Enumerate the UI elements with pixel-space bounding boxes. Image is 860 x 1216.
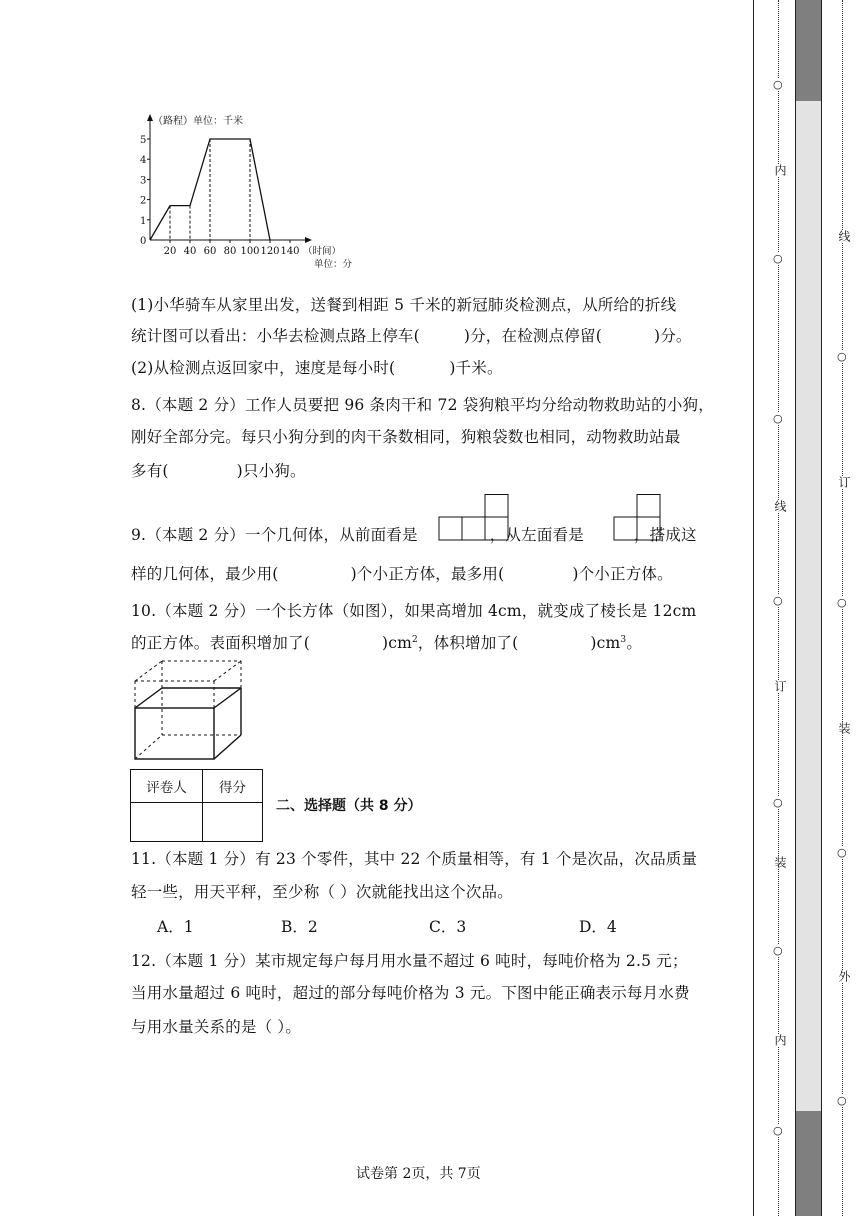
- inner-label-zhuang: 装: [773, 856, 787, 868]
- q11-option-d[interactable]: D．4: [579, 918, 617, 936]
- score-table-header-score: 得分: [203, 770, 263, 803]
- inner-circle-2: ○: [773, 252, 783, 265]
- binding-border-left: [753, 0, 754, 1216]
- q7-part1-line2: 统计图可以看出：小华去检测点路上停车( )分，在检测点停留( )分。: [131, 327, 692, 345]
- x-axis-unit: 单位：分: [313, 259, 353, 270]
- binding-band: [795, 101, 821, 1111]
- q11-options: [157, 915, 637, 937]
- binding-band-border-left: [795, 0, 796, 1216]
- x-axis-label: （时间）: [302, 246, 342, 257]
- inner-circle-5: ○: [773, 796, 783, 809]
- score-table-cell-grader[interactable]: [131, 803, 203, 842]
- section-title: 二、选择题（共 8 分）: [276, 798, 422, 814]
- q9-line1: 9.（本题 2 分）一个几何体，从前面看是 ，从左面看是 ，搭成这: [131, 526, 697, 544]
- q9-line2: 样的几何体，最少用( )个小正方体，最多用( )个小正方体。: [131, 565, 673, 583]
- q10-line2: 的正方体。表面积增加了( )$cm^2$，体积增加了( )$cm^3$。: [131, 634, 643, 652]
- x-tick-label: 20: [163, 246, 177, 257]
- q12-line1: 12.（本题 1 分）某市规定每户每月用水量不超过 6 吨时，每吨价格为 2.5 元；: [131, 952, 688, 970]
- outer-circle-3: ○: [837, 846, 847, 859]
- y-tick-label: 2: [140, 195, 147, 207]
- y-tick-label: 5: [140, 135, 147, 146]
- outer-label-ding: 订: [837, 476, 851, 488]
- x-tick-label: 140: [280, 246, 300, 257]
- y-axis-label: （路程）单位：千米: [153, 116, 243, 127]
- inner-label-ding: 订: [773, 680, 787, 692]
- page-footer: 试卷第 2页，共 7页: [356, 1166, 481, 1182]
- origin-label: 0: [140, 236, 147, 247]
- q11-option-a[interactable]: A．1: [157, 918, 194, 936]
- outer-circle-4: ○: [837, 1094, 847, 1107]
- q8-line1: 8.（本题 2 分）工作人员要把 96 条肉干和 72 袋狗粮平均分给动物救助站的小狗，: [131, 396, 714, 414]
- q8-line3: 多有( )只小狗。: [131, 462, 306, 480]
- score-table-header-grader: 评卷人: [131, 770, 203, 803]
- x-tick-label: 100: [240, 246, 260, 257]
- distance-time-chart: [128, 110, 368, 275]
- outer-circle-2: ○: [837, 596, 847, 609]
- cuboid-figure: [132, 659, 244, 763]
- q12-line3: 与用水量关系的是（ ）。: [131, 1018, 302, 1036]
- q11-option-c[interactable]: C．3: [429, 918, 467, 936]
- outer-label-xian: 线: [837, 230, 851, 242]
- q11-line2: 轻一些，用天平秤，至少称（ ）次就能找出这个次品。: [131, 883, 513, 901]
- binding-gray-band-top: [795, 0, 821, 101]
- score-table-cell-score[interactable]: [203, 803, 263, 842]
- inner-label-nei-top: 内: [773, 164, 787, 176]
- q11-line1: 11.（本题 1 分）有 23 个零件，其中 22 个质量相等，有 1 个是次品，次品质量: [131, 850, 698, 868]
- y-tick-label: 4: [140, 155, 147, 167]
- inner-circle-4: ○: [773, 594, 783, 607]
- q7-part2: (2)从检测点返回家中，速度是每小时( )千米。: [131, 359, 503, 377]
- inner-label-nei-bottom: 内: [773, 1034, 787, 1046]
- y-tick-label: 3: [140, 175, 147, 187]
- left-view-figure: [613, 494, 663, 542]
- inner-circle-7: ○: [773, 1124, 783, 1137]
- x-tick-label: 40: [183, 246, 197, 257]
- outer-label-wai: 外: [837, 970, 851, 982]
- x-axis-arrow: [305, 237, 312, 243]
- q7-part1-line1: (1)小华骑车从家里出发，送餐到相距 5 千米的新冠肺炎检测点，从所给的折线: [131, 296, 677, 314]
- y-tick-label: 1: [140, 215, 147, 227]
- score-table: [130, 769, 263, 842]
- binding-band-border-right: [821, 0, 822, 1216]
- inner-circle-6: ○: [773, 944, 783, 957]
- q10-line1: 10.（本题 2 分）一个长方体（如图），如果高增加 4cm，就变成了棱长是 12cm: [131, 602, 697, 620]
- q8-line2: 刚好全部分完。每只小狗分到的肉干条数相同，狗粮袋数也相同，动物救助站最: [131, 428, 681, 446]
- inner-label-xian: 线: [773, 500, 787, 512]
- x-tick-label: 60: [203, 246, 217, 257]
- binding-gray-band-bottom: [795, 1111, 821, 1216]
- x-tick-label: 80: [223, 246, 237, 257]
- inner-circle-3: ○: [773, 412, 783, 425]
- x-tick-label: 120: [260, 246, 280, 257]
- outer-label-zhuang: 装: [837, 722, 851, 734]
- q11-option-b[interactable]: B．2: [281, 918, 318, 936]
- inner-circle-1: ○: [773, 78, 783, 91]
- front-view-figure: [438, 494, 512, 542]
- q12-line2: 当用水量超过 6 吨时，超过的部分每吨价格为 3 元。下图中能正确表示每月水费: [131, 984, 690, 1002]
- outer-circle-1: ○: [837, 350, 847, 363]
